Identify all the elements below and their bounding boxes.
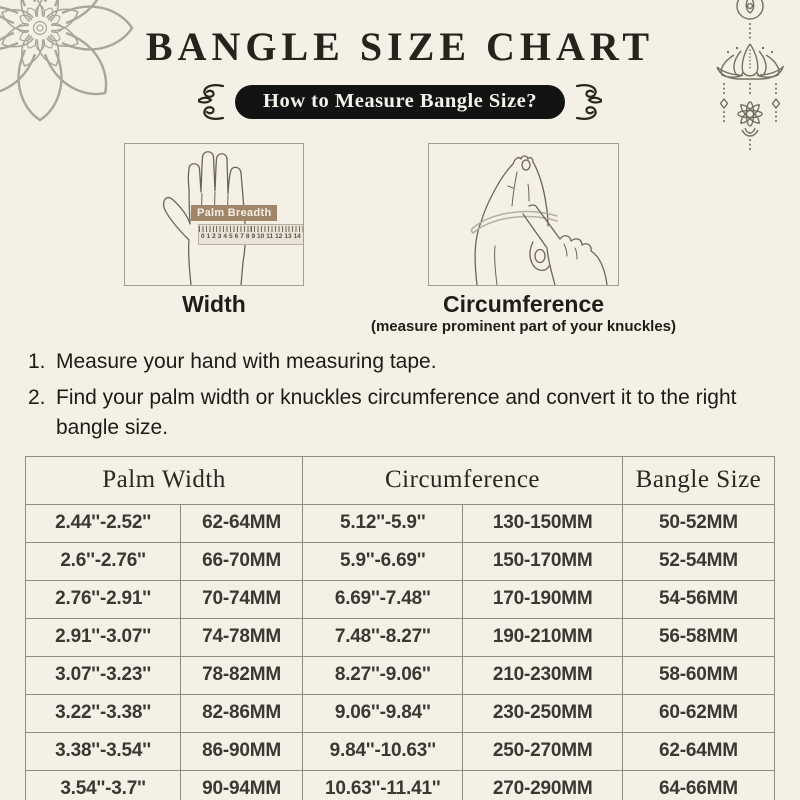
table-cell: 6.69''-7.48'' bbox=[303, 580, 463, 618]
circumference-diagram-column bbox=[371, 143, 676, 335]
table-cell: 2.6''-2.76'' bbox=[26, 542, 181, 580]
ruler-number: 0 bbox=[200, 232, 205, 240]
table-cell: 78-82MM bbox=[181, 656, 303, 694]
instruction-number: 2. bbox=[28, 385, 46, 409]
table-row bbox=[26, 542, 775, 580]
table-cell: 54-56MM bbox=[622, 580, 774, 618]
table-cell: 150-170MM bbox=[463, 542, 623, 580]
swirl-flourish-left-icon bbox=[196, 82, 226, 122]
table-cell: 3.54''-3.7'' bbox=[26, 770, 181, 800]
table-cell: 3.22''-3.38'' bbox=[26, 694, 181, 732]
table-cell: 86-90MM bbox=[181, 732, 303, 770]
ruler-number: 13 bbox=[284, 232, 292, 240]
table-cell: 170-190MM bbox=[463, 580, 623, 618]
page-title: BANGLE SIZE CHART bbox=[145, 24, 655, 69]
width-diagram-column bbox=[124, 143, 304, 335]
ruler-number: 3 bbox=[217, 232, 222, 240]
bangle-size-table bbox=[25, 456, 775, 800]
palm-width-header: Palm Width bbox=[26, 456, 303, 504]
ruler-number: 5 bbox=[229, 232, 233, 240]
ruler-number: 14 bbox=[293, 232, 301, 240]
how-to-measure-badge-row bbox=[0, 82, 800, 122]
table-cell: 3.07''-3.23'' bbox=[26, 656, 181, 694]
table-cell: 66-70MM bbox=[181, 542, 303, 580]
table-cell: 52-54MM bbox=[622, 542, 774, 580]
table-cell: 56-58MM bbox=[622, 618, 774, 656]
how-to-measure-badge: How to Measure Bangle Size? bbox=[235, 85, 565, 119]
ruler-number: 4 bbox=[223, 232, 228, 240]
ruler-number: 8 bbox=[245, 232, 250, 240]
table-row bbox=[26, 580, 775, 618]
ruler-numbers bbox=[199, 232, 303, 242]
instruction-number: 1. bbox=[28, 349, 46, 373]
table-cell: 50-52MM bbox=[622, 504, 774, 542]
palm-breadth-label: Palm Breadth bbox=[191, 205, 278, 221]
table-row bbox=[26, 656, 775, 694]
table-row bbox=[26, 618, 775, 656]
table-cell: 2.76''-2.91'' bbox=[26, 580, 181, 618]
table-cell: 7.48''-8.27'' bbox=[303, 618, 463, 656]
circumference-label: Circumference bbox=[442, 290, 605, 317]
instruction-text: Measure your hand with measuring tape. bbox=[56, 349, 437, 373]
table-header-row bbox=[26, 456, 775, 504]
ruler-number: 10 bbox=[257, 232, 265, 240]
bangle-size-header: Bangle Size bbox=[622, 456, 774, 504]
table-cell: 58-60MM bbox=[622, 656, 774, 694]
instruction-item bbox=[28, 347, 778, 377]
measurement-diagrams bbox=[0, 143, 800, 335]
table-row bbox=[26, 770, 775, 800]
table-cell: 210-230MM bbox=[463, 656, 623, 694]
ruler-number: 11 bbox=[266, 232, 274, 240]
circumference-diagram-box bbox=[428, 143, 619, 286]
table-cell: 90-94MM bbox=[181, 770, 303, 800]
table-cell: 250-270MM bbox=[463, 732, 623, 770]
instruction-text: Find your palm width or knuckles circumference and convert it to the right bangle size. bbox=[56, 385, 737, 439]
table-cell: 9.06''-9.84'' bbox=[303, 694, 463, 732]
table-cell: 230-250MM bbox=[463, 694, 623, 732]
table-row bbox=[26, 504, 775, 542]
size-table-body bbox=[26, 504, 775, 800]
table-cell: 62-64MM bbox=[622, 732, 774, 770]
ruler-number: 9 bbox=[251, 232, 256, 240]
ruler-number: 2 bbox=[212, 232, 216, 240]
width-label: Width bbox=[182, 290, 246, 317]
table-cell: 9.84''-10.63'' bbox=[303, 732, 463, 770]
table-row bbox=[26, 694, 775, 732]
width-diagram-box bbox=[124, 143, 304, 286]
ruler-number: 1 bbox=[206, 232, 211, 240]
ruler-number: 6 bbox=[234, 232, 239, 240]
ruler-number: 12 bbox=[275, 232, 283, 240]
instructions-list bbox=[28, 347, 778, 443]
ruler-number: 7 bbox=[240, 232, 244, 240]
table-cell: 3.38''-3.54'' bbox=[26, 732, 181, 770]
table-cell: 5.12''-5.9'' bbox=[303, 504, 463, 542]
table-cell: 10.63''-11.41'' bbox=[303, 770, 463, 800]
table-row bbox=[26, 732, 775, 770]
table-cell: 2.91''-3.07'' bbox=[26, 618, 181, 656]
table-cell: 270-290MM bbox=[463, 770, 623, 800]
table-cell: 62-64MM bbox=[181, 504, 303, 542]
table-cell: 2.44''-2.52'' bbox=[26, 504, 181, 542]
table-cell: 8.27''-9.06'' bbox=[303, 656, 463, 694]
circumference-note: (measure prominent part of your knuckles) bbox=[370, 317, 677, 335]
table-cell: 190-210MM bbox=[463, 618, 623, 656]
hand-circumference-illustration-icon bbox=[429, 144, 618, 285]
table-cell: 60-62MM bbox=[622, 694, 774, 732]
table-cell: 82-86MM bbox=[181, 694, 303, 732]
instruction-item bbox=[28, 383, 778, 443]
ruler bbox=[198, 224, 303, 245]
table-cell: 74-78MM bbox=[181, 618, 303, 656]
table-cell: 64-66MM bbox=[622, 770, 774, 800]
circumference-header: Circumference bbox=[303, 456, 623, 504]
table-cell: 130-150MM bbox=[463, 504, 623, 542]
table-cell: 5.9''-6.69'' bbox=[303, 542, 463, 580]
table-cell: 70-74MM bbox=[181, 580, 303, 618]
swirl-flourish-right-icon bbox=[574, 82, 604, 122]
